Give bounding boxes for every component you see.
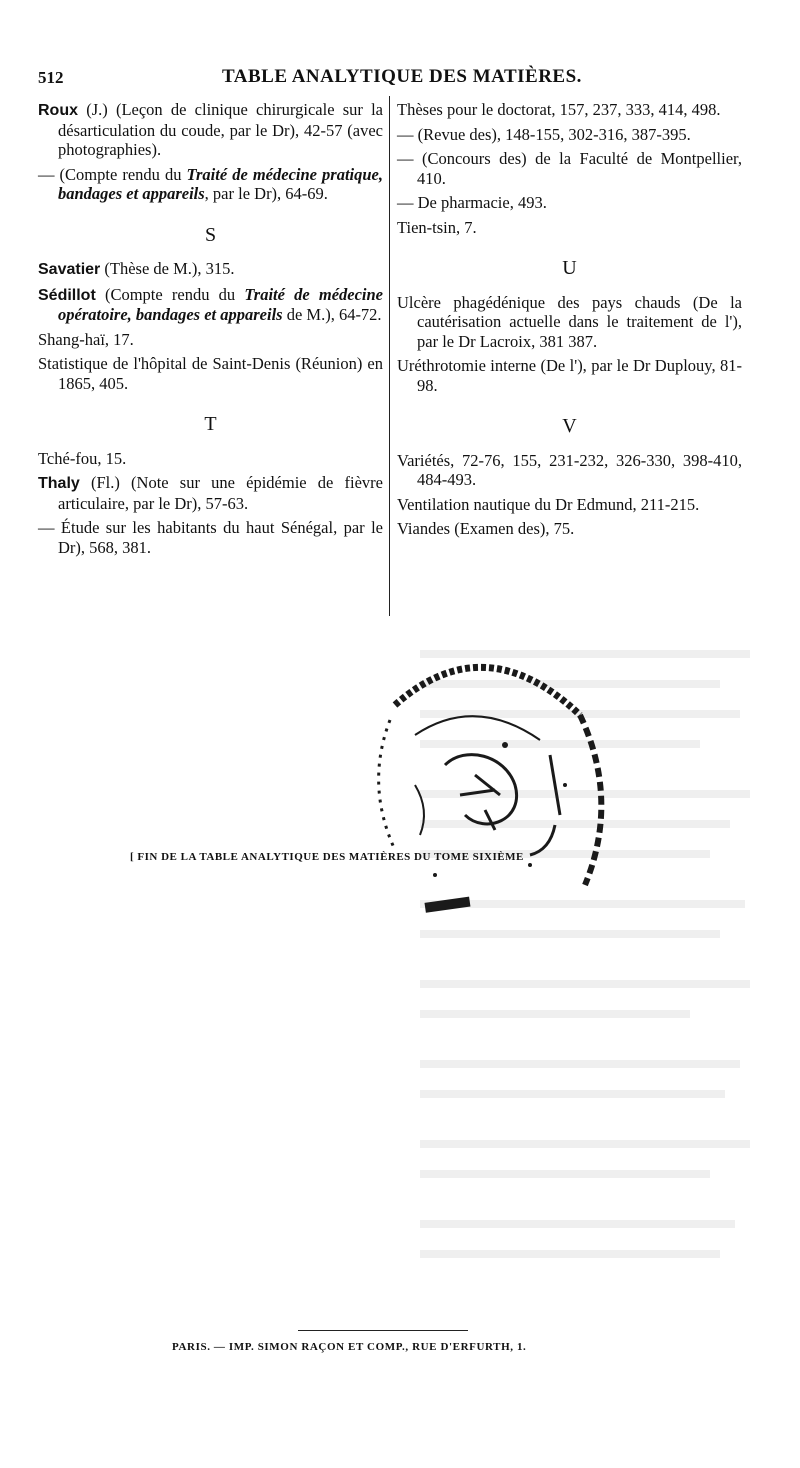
entry-urethrotomie: Uréthrotomie interne (De l'), par le Dr Duplouy, 81-98.: [397, 356, 742, 395]
library-stamp: [355, 635, 615, 925]
entry-pharmacie: — De pharmacie, 493.: [397, 193, 547, 212]
entry-theses: Thèses pour le doctorat, 157, 237, 333, 414, 498.: [397, 100, 721, 119]
entry-sedillot-c: de M.), 64-72.: [282, 305, 382, 324]
section-letter-v: V: [562, 415, 577, 437]
column-divider: [389, 96, 390, 616]
entry-roux-sub-c: , par le Dr), 64-69.: [204, 184, 328, 203]
entry-varietes: Variétés, 72-76, 155, 231-232, 326-330, 398-410, 484-493.: [397, 450, 742, 489]
entry-tche-fou: Tché-fou, 15.: [38, 448, 127, 468]
entry-tientsin: Tien-tsin, 7.: [397, 217, 477, 237]
left-column: [38, 100, 383, 562]
end-of-table-note: [ FIN DE LA TABLE ANALYTIQUE DES MATIÈRES DU TOME SIXIÈME: [130, 851, 524, 863]
entry-ventilation: Ventilation nautique du Dr Edmund, 211-215.: [397, 494, 700, 514]
entry-roux-sub: [38, 165, 383, 204]
section-letter-u: U: [562, 257, 577, 279]
running-title: TABLE ANALYTIQUE DES MATIÈRES.: [222, 66, 582, 87]
entry-savatier: [38, 259, 383, 280]
right-column: [397, 100, 742, 544]
entry-statistique: Statistique de l'hôpital de Saint-Denis (Réunion) en 1865, 405.: [38, 354, 383, 393]
section-letter-t: T: [204, 413, 217, 435]
headword-savatier: Savatier: [38, 261, 101, 278]
entry-sedillot-title: Traité de médecine opératoire, bandages et appareils: [58, 284, 384, 324]
entry-roux-sub-title: Traité de médecine pratique, bandages et appareils: [58, 164, 383, 203]
entry-thaly: [38, 473, 383, 513]
section-letter-s: S: [204, 223, 217, 246]
entry-roux-text: (J.) (Leçon de clinique chirurgicale sur la désarticulation du coude, par le Dr), 42-57 (avec photographies).: [58, 100, 384, 159]
entry-concours: — (Concours des) de la Faculté de Montpellier, 410.: [397, 149, 742, 188]
entry-ulcere: Ulcère phagédénique des pays chauds (De la cautérisation actuelle dans le traitement de l'), par le Dr Lacroix, 381 387.: [397, 292, 742, 351]
entry-shanghai: Shang-haï, 17.: [38, 329, 134, 349]
entry-sedillot-a: (Compte rendu du: [104, 284, 245, 304]
entry-viandes: Viandes (Examen des), 75.: [397, 519, 575, 538]
entry-thaly-sub: — Étude sur les habitants du haut Sénégal, par le Dr), 568, 381.: [38, 518, 383, 557]
page-number: 512: [38, 68, 64, 87]
entry-savatier-text: (Thèse de M.), 315.: [104, 259, 235, 278]
entry-sedillot: [38, 285, 383, 325]
entry-roux-sub-a: — (Compte rendu du: [38, 164, 187, 184]
headword-sedillot: Sédillot: [38, 286, 96, 304]
headword-roux: Roux: [38, 102, 78, 119]
printer-imprint: PARIS. — IMP. SIMON RAÇON ET COMP., RUE D'ERFURTH, 1.: [172, 1341, 527, 1353]
entry-roux: [38, 100, 383, 160]
headword-thaly: Thaly: [38, 475, 80, 492]
entry-revue: — (Revue des), 148-155, 302-316, 387-395.: [397, 124, 691, 144]
entry-thaly-text: (Fl.) (Note sur une épidémie de fièvre articulaire, par le Dr), 57-63.: [58, 473, 384, 513]
footer-rule: [298, 1330, 468, 1331]
